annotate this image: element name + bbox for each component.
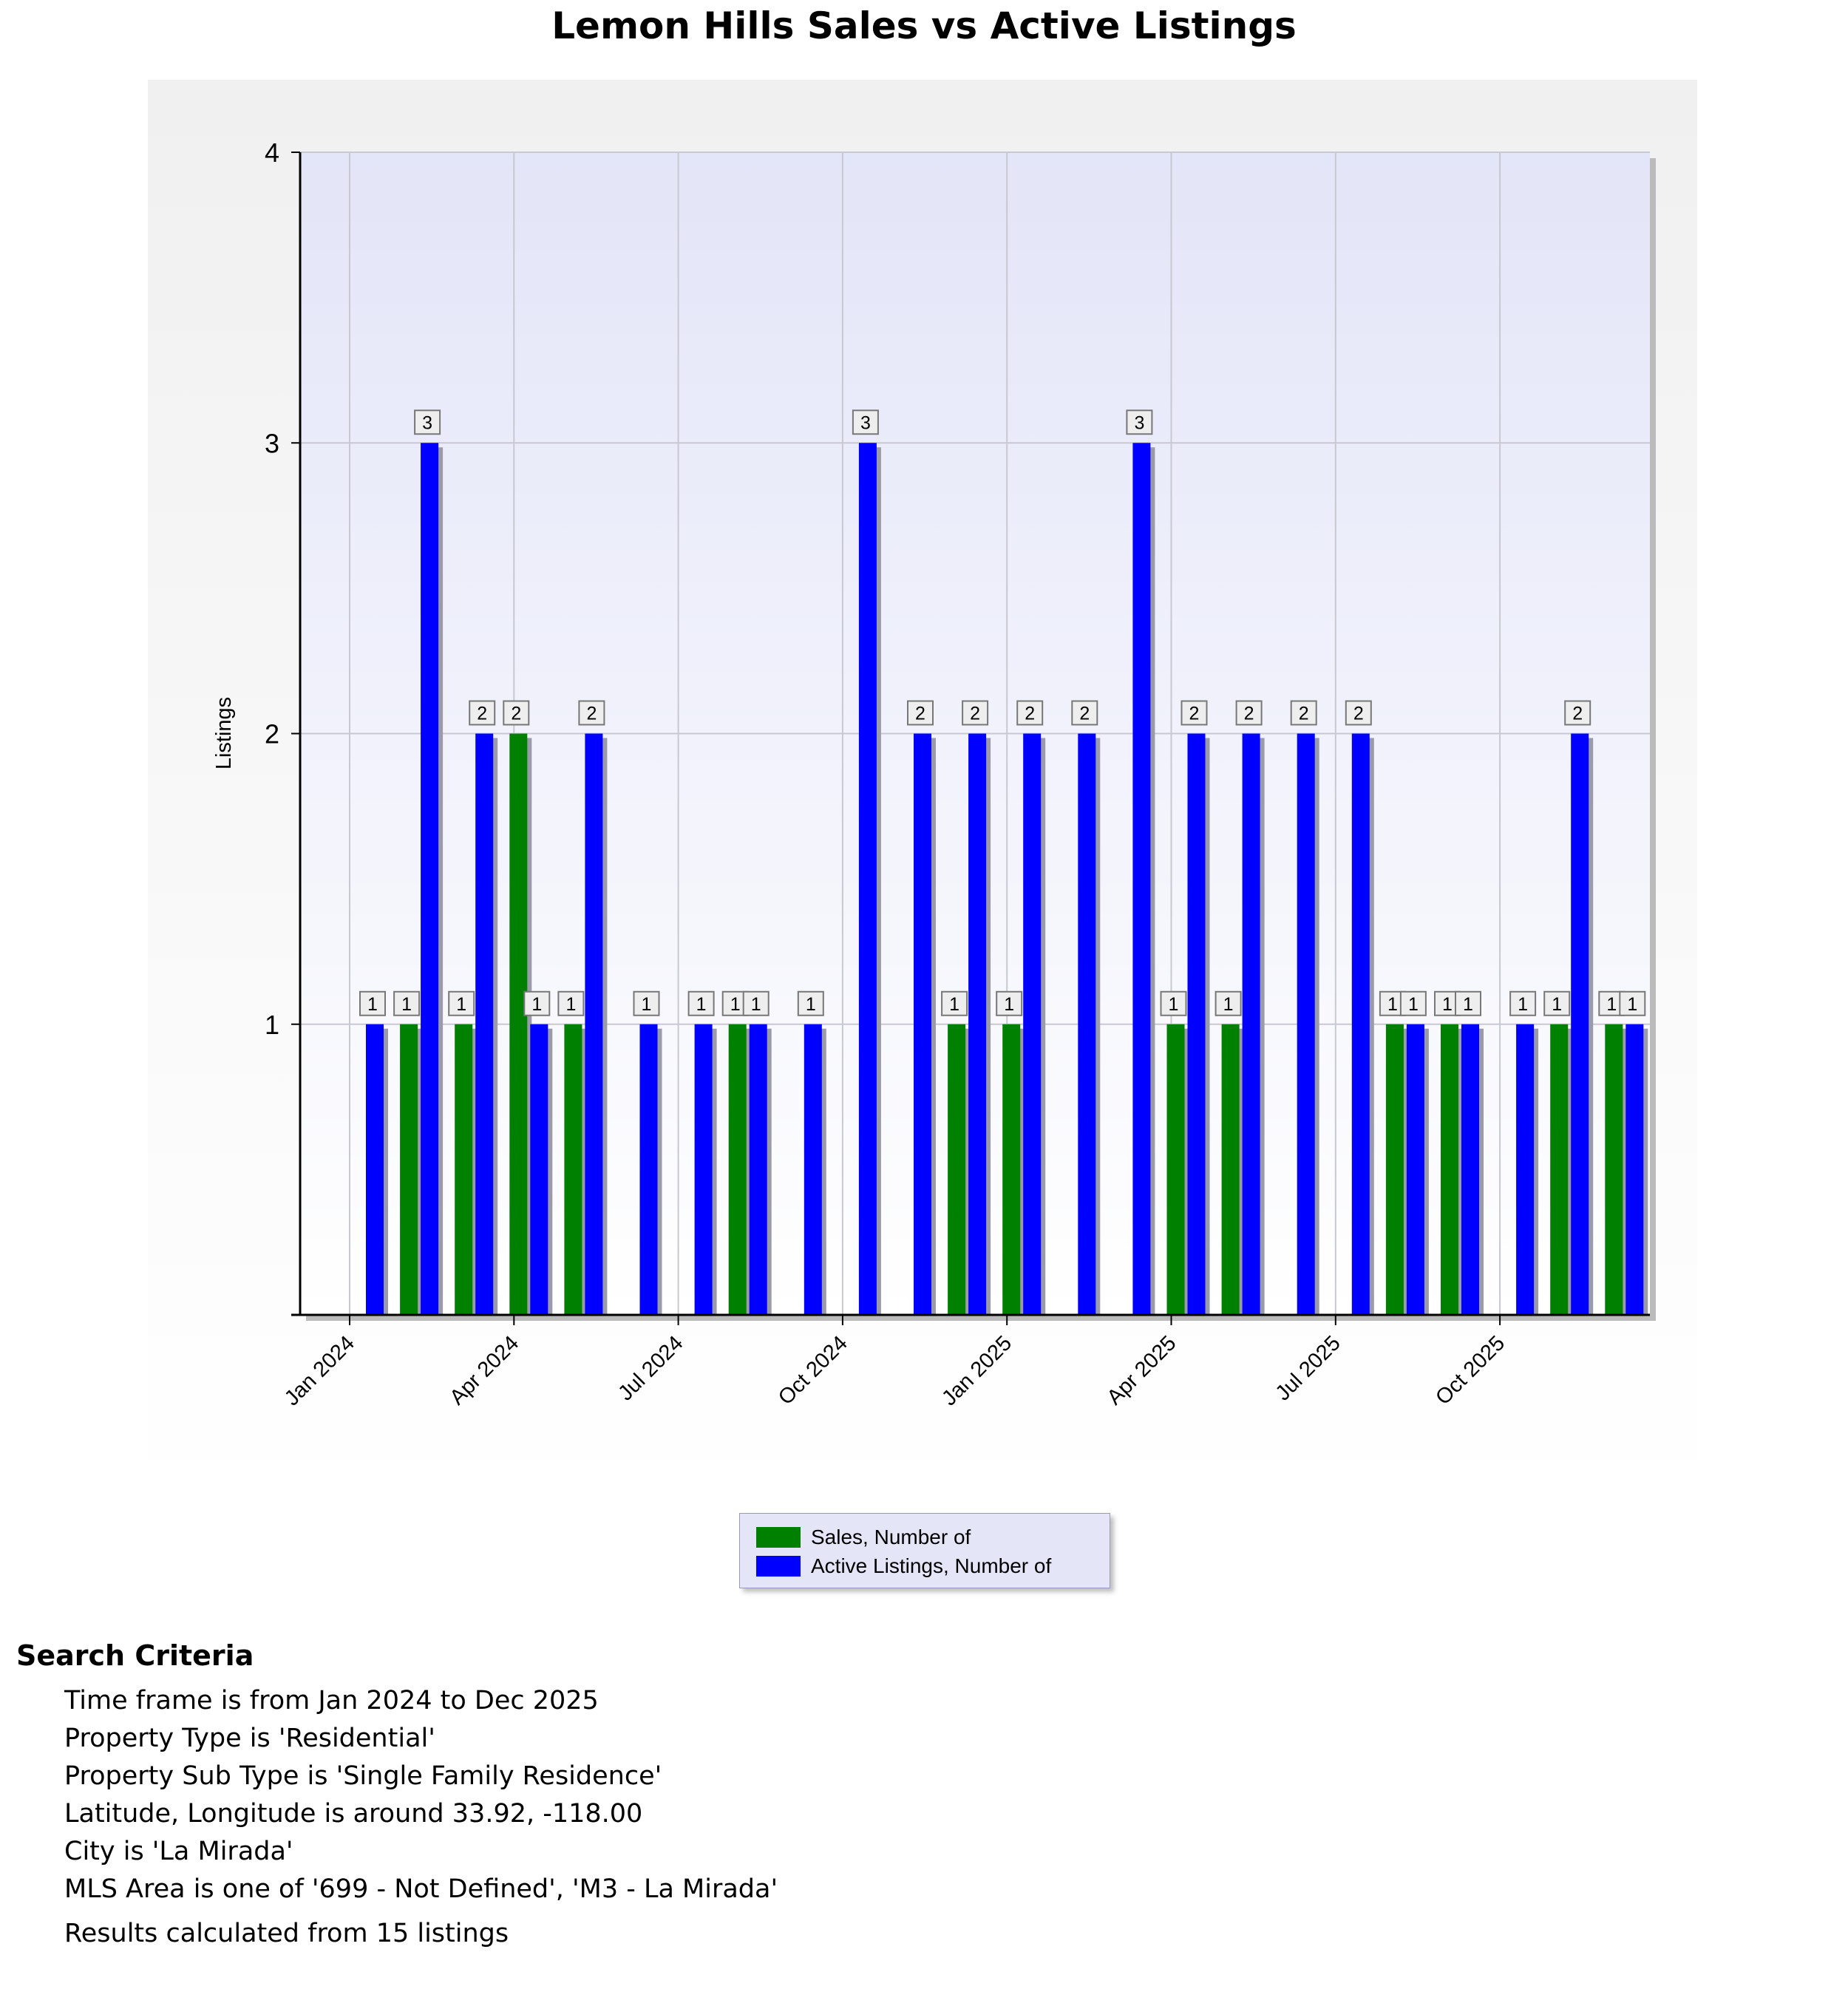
bar-sales (1441, 1024, 1458, 1315)
y-axis-label: Listings (212, 696, 236, 770)
bar-sales (948, 1024, 965, 1315)
bar-sales (509, 734, 527, 1316)
legend-item-active-listings (756, 1553, 1051, 1579)
bar-sales (564, 1024, 582, 1315)
data-label-active-listings: 2 (1353, 703, 1364, 724)
data-label-sales: 1 (949, 993, 960, 1015)
data-label-sales: 1 (1442, 993, 1453, 1015)
legend-item-sales (756, 1524, 971, 1551)
data-label-active-listings: 2 (1079, 703, 1090, 724)
data-label-sales: 1 (1552, 993, 1563, 1015)
bar-active-listings (640, 1024, 658, 1315)
data-label-active-listings: 2 (477, 703, 488, 724)
legend-swatch-sales (756, 1527, 801, 1548)
bar-sales (1222, 1024, 1240, 1315)
x-tick-label: Jan 2024 (279, 1331, 359, 1411)
data-label-active-listings: 2 (586, 703, 597, 724)
legend-label-active-listings: Active Listings, Number of (811, 1554, 1052, 1577)
bar-active-listings (366, 1024, 384, 1315)
data-label-sales: 1 (565, 993, 577, 1015)
bar-active-listings (695, 1024, 713, 1315)
bar-active-listings (1352, 734, 1370, 1316)
data-label-active-listings: 1 (531, 993, 543, 1015)
bar-sales (400, 1024, 418, 1315)
y-tick-label: 1 (264, 1009, 279, 1040)
criteria-item-city: City is 'La Mirada' (64, 1837, 293, 1866)
bar-active-listings (1516, 1024, 1534, 1315)
data-label-active-listings: 2 (1572, 703, 1583, 724)
criteria-item-time-frame: Time frame is from Jan 2024 to Dec 2025 (64, 1686, 599, 1715)
bar-active-listings (968, 734, 986, 1316)
chart-title: Lemon Hills Sales vs Active Listings (551, 4, 1297, 47)
data-label-sales: 1 (1168, 993, 1179, 1015)
bar-active-listings (1243, 734, 1260, 1316)
criteria-item-property-type: Property Type is 'Residential' (64, 1724, 435, 1753)
criteria-item-property-sub-type: Property Sub Type is 'Single Family Residence' (64, 1761, 662, 1791)
search-criteria-heading: Search Criteria (16, 1639, 254, 1672)
data-label-sales: 1 (456, 993, 467, 1015)
bar-active-listings (1571, 734, 1589, 1316)
data-label-sales: 1 (401, 993, 412, 1015)
data-label-active-listings: 1 (1627, 993, 1638, 1015)
search-criteria (16, 1639, 778, 1953)
x-tick-label: Jul 2024 (614, 1331, 688, 1406)
bar-sales (1386, 1024, 1404, 1315)
data-label-active-listings: 1 (367, 993, 378, 1015)
x-tick-label: Oct 2025 (1431, 1331, 1510, 1410)
bar-active-listings (1132, 443, 1150, 1315)
legend-label-sales: Sales, Number of (811, 1526, 971, 1548)
data-label-sales: 1 (730, 993, 741, 1015)
data-label-active-listings: 1 (1518, 993, 1529, 1015)
legend-swatch-active-listings (756, 1556, 801, 1577)
data-label-active-listings: 2 (1243, 703, 1254, 724)
bar-active-listings (1461, 1024, 1479, 1315)
bar-active-listings (1626, 1024, 1643, 1315)
bar-active-listings (750, 1024, 767, 1315)
data-label-active-listings: 2 (1298, 703, 1309, 724)
data-label-sales: 1 (1387, 993, 1398, 1015)
bar-sales (1167, 1024, 1185, 1315)
x-tick-label: Jan 2025 (937, 1331, 1017, 1411)
bar-sales (1002, 1024, 1020, 1315)
bar-active-listings (804, 1024, 822, 1315)
data-label-sales: 1 (1004, 993, 1015, 1015)
x-tick-label: Oct 2024 (774, 1331, 852, 1410)
bar-active-listings (475, 734, 493, 1316)
bar-active-listings (1023, 734, 1041, 1316)
bar-sales (1605, 1024, 1623, 1315)
data-label-active-listings: 2 (915, 703, 925, 724)
data-label-active-listings: 1 (696, 993, 707, 1015)
bar-active-listings (530, 1024, 548, 1315)
criteria-item-mls-area: MLS Area is one of '699 - Not Defined', 'M3 - La Mirada' (64, 1874, 778, 1904)
data-label-active-listings: 1 (1463, 993, 1473, 1015)
bar-active-listings (1078, 734, 1095, 1316)
data-label-active-listings: 2 (1025, 703, 1036, 724)
x-tick-label: Jul 2025 (1271, 1331, 1345, 1406)
search-criteria-list (16, 1682, 778, 1908)
data-label-active-listings: 3 (860, 412, 871, 434)
x-tick-label: Apr 2024 (445, 1331, 524, 1410)
bar-active-listings (585, 734, 602, 1316)
data-label-active-listings: 3 (1134, 412, 1145, 434)
data-label-sales: 2 (511, 703, 522, 724)
y-tick-label: 2 (264, 718, 279, 749)
bar-active-listings (859, 443, 877, 1315)
y-tick-label: 3 (264, 428, 279, 459)
data-label-active-listings: 2 (970, 703, 981, 724)
data-label-sales: 1 (1223, 993, 1234, 1015)
bar-active-listings (421, 443, 438, 1315)
bar-sales (729, 1024, 747, 1315)
bar-sales (455, 1024, 472, 1315)
data-label-active-listings: 1 (750, 993, 761, 1015)
data-label-active-listings: 1 (1407, 993, 1419, 1015)
bar-active-listings (914, 734, 931, 1316)
data-label-active-listings: 1 (805, 993, 816, 1015)
bar-sales (1550, 1024, 1568, 1315)
x-tick-label: Apr 2025 (1102, 1331, 1181, 1410)
bar-active-listings (1407, 1024, 1424, 1315)
data-label-active-listings: 2 (1189, 703, 1200, 724)
bar-active-listings (1188, 734, 1206, 1316)
bar-active-listings (1297, 734, 1315, 1316)
data-label-sales: 1 (1606, 993, 1617, 1015)
data-label-active-listings: 3 (422, 412, 433, 434)
chart-legend (739, 1513, 1110, 1588)
criteria-item-lat-long: Latitude, Longitude is around 33.92, -118.00 (64, 1799, 643, 1829)
y-tick-label: 4 (264, 137, 279, 168)
criteria-results-count: Results calculated from 15 listings (64, 1919, 509, 1948)
data-label-active-listings: 1 (641, 993, 652, 1015)
